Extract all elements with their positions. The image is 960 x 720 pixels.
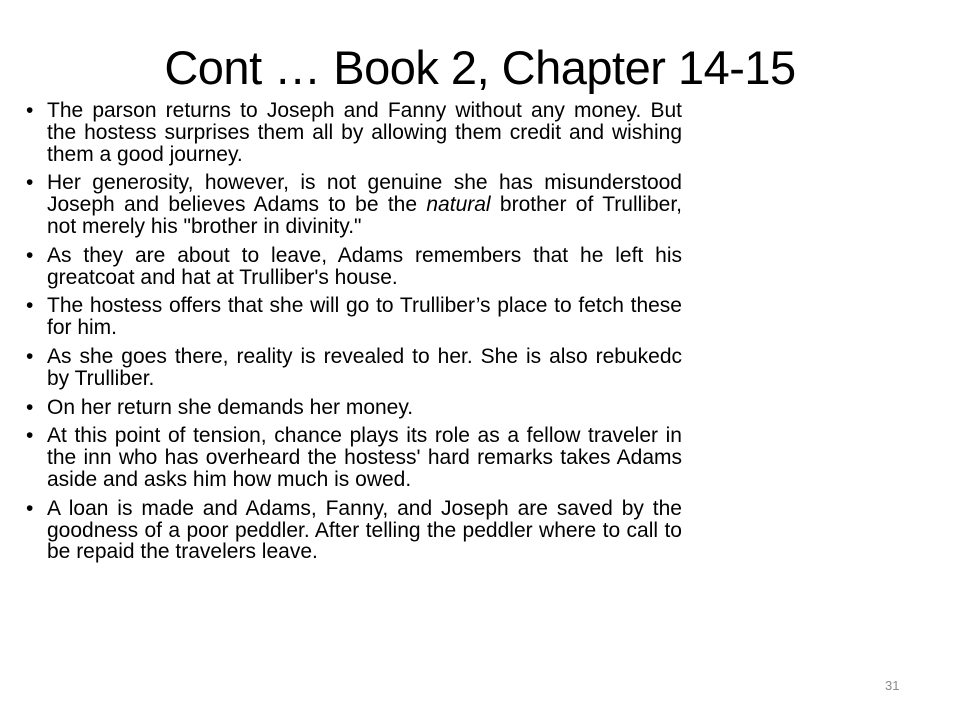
bullet-text-segment: Her generosity, however, is not genuine she has misunderstood Joseph and believes Adams to be the: [47, 171, 682, 217]
bullet-text-segment: A loan is made and Adams, Fanny, and Joseph are saved by the goodness of a poor peddler. After telling the peddler where to call to be repaid the travelers leave.: [47, 496, 682, 564]
bullet-text: [47, 172, 682, 237]
bullet-item: [24, 295, 682, 339]
bullet-text-segment: As they are about to leave, Adams remembers that he left his greatcoat and hat at Trulliber's house.: [47, 243, 682, 289]
bullet-text-segment: As she goes there, reality is revealed to her. She is also rebukedc by Trulliber.: [47, 344, 682, 390]
bullet-text: [47, 295, 682, 339]
bullet-item: [24, 397, 682, 419]
bullet-item: [24, 425, 682, 490]
bullet-item: [24, 346, 682, 390]
bullet-icon: •: [26, 294, 34, 318]
bullet-text: [47, 425, 682, 490]
bullet-icon: •: [26, 424, 34, 448]
bullet-text: [47, 100, 682, 165]
bullet-text-segment: The parson returns to Joseph and Fanny without any money. But the hostess surprises them all by allowing them credit and wishing them a good journey.: [47, 99, 682, 166]
bullet-icon: •: [26, 395, 34, 419]
bullet-icon: •: [26, 344, 34, 368]
bullet-icon: •: [26, 99, 34, 122]
bullet-text-emphasis: natural: [426, 193, 491, 217]
bullet-text: [47, 498, 682, 563]
bullet-list: [24, 100, 682, 570]
bullet-icon: •: [26, 243, 34, 267]
bullet-item: [24, 245, 682, 289]
bullet-icon: •: [26, 496, 34, 520]
bullet-text-segment: The hostess offers that she will go to Trulliber’s place to fetch these for him.: [47, 294, 682, 340]
page-number: 31: [885, 678, 900, 693]
bullet-icon: •: [26, 171, 34, 195]
bullet-item: [24, 100, 682, 165]
bullet-text-segment: On her return she demands her money.: [47, 395, 414, 419]
bullet-text-segment: brother of Trulliber, not merely his "brother in divinity.": [47, 193, 682, 238]
bullet-text-segment: At this point of tension, chance plays its role as a fellow traveler in the inn who has overheard the hostess' hard remarks takes Adams aside and asks him how much is owed.: [47, 424, 682, 491]
bullet-text: [47, 346, 682, 390]
bullet-item: [24, 172, 682, 237]
bullet-text: [47, 245, 682, 289]
bullet-item: [24, 498, 682, 563]
slide-title: Cont … Book 2, Chapter 14-15: [164, 41, 796, 94]
bullet-text: [47, 397, 682, 419]
